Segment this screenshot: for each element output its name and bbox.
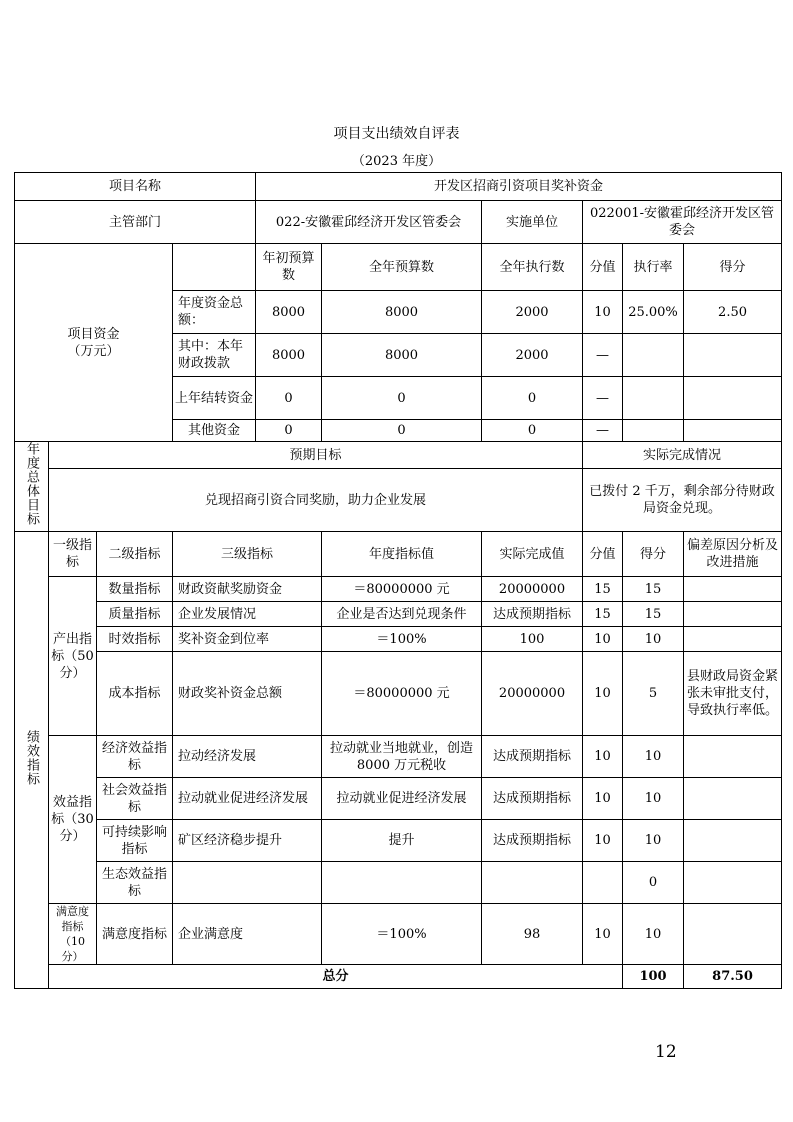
indicator-score: 10 (623, 820, 684, 862)
funds-header-blank (173, 244, 256, 291)
funds-row-score: 2.50 (684, 291, 782, 334)
indicator-target: ＝100% (322, 627, 482, 652)
indicator-l3: 财政资献奖励资金 (173, 577, 322, 602)
funds-row-score (684, 377, 782, 420)
indicator-row (15, 577, 782, 602)
indicator-actual: 达成预期指标 (482, 736, 583, 778)
self-evaluation-table (14, 172, 782, 989)
indicator-l2: 可持续影响指标 (97, 820, 173, 862)
funds-header-initial: 年初预算数 (256, 244, 322, 291)
total-score-value: 100 (623, 965, 684, 989)
indicator-target: ＝100% (322, 904, 482, 965)
indicator-actual: 20000000 (482, 577, 583, 602)
indicator-row (15, 820, 782, 862)
indicator-row (15, 862, 782, 904)
funds-row-score-value: — (583, 334, 623, 377)
indicator-score: 10 (623, 627, 684, 652)
indicator-score: 0 (623, 862, 684, 904)
perf-header-row (15, 532, 782, 577)
funds-label (15, 244, 173, 442)
project-name-value: 开发区招商引资项目奖补资金 (256, 173, 782, 201)
funds-row-initial: 8000 (256, 334, 322, 377)
benefit-group-label: 效益指标（30分） (49, 736, 97, 904)
indicator-reason (684, 736, 782, 778)
indicator-l3: 拉动就业促进经济发展 (173, 778, 322, 820)
perf-header-score: 得分 (623, 532, 684, 577)
indicator-l3: 财政奖补资金总额 (173, 652, 322, 736)
indicator-score-value: 10 (583, 778, 623, 820)
indicator-l2: 成本指标 (97, 652, 173, 736)
indicator-actual: 达成预期指标 (482, 778, 583, 820)
funds-header-score-value: 分值 (583, 244, 623, 291)
funds-row-rate: 25.00% (623, 291, 684, 334)
indicator-score-value: 15 (583, 602, 623, 627)
indicator-l2: 生态效益指标 (97, 862, 173, 904)
perf-header-l1: 一级指标 (49, 532, 97, 577)
indicator-score: 5 (623, 652, 684, 736)
indicator-l3 (173, 862, 322, 904)
indicator-actual: 20000000 (482, 652, 583, 736)
indicator-target: 拉动就业促进经济发展 (322, 778, 482, 820)
indicator-reason: 县财政局资金紧张未审批支付，导致执行率低。 (684, 652, 782, 736)
indicator-score-value: 15 (583, 577, 623, 602)
perf-header-l3: 三级指标 (173, 532, 322, 577)
satisfaction-group-label: 满意度指标（10 分） (49, 904, 97, 965)
indicator-reason (684, 577, 782, 602)
funds-row-annual: 0 (322, 377, 482, 420)
funds-row-initial: 0 (256, 377, 322, 420)
funds-header-row (15, 244, 782, 291)
goals-expected-header: 预期目标 (49, 442, 583, 469)
project-name-row (15, 173, 782, 201)
indicator-l2: 经济效益指标 (97, 736, 173, 778)
funds-header-executed: 全年执行数 (482, 244, 583, 291)
funds-row-score-value: — (583, 377, 623, 420)
indicator-l3: 矿区经济稳步提升 (173, 820, 322, 862)
funds-row-executed: 2000 (482, 291, 583, 334)
indicator-actual: 达成预期指标 (482, 602, 583, 627)
unit-label: 实施单位 (482, 201, 583, 244)
funds-unit-text: （万元） (67, 343, 120, 359)
dept-value: 022-安徽霍邱经济开发区管委会 (256, 201, 482, 244)
page-number: 12 (655, 1042, 677, 1062)
indicator-row (15, 627, 782, 652)
goals-header-row (15, 442, 782, 469)
indicator-l3: 拉动经济发展 (173, 736, 322, 778)
output-group-label: 产出指标（50分） (49, 577, 97, 736)
funds-row-name: 年度资金总额： (173, 291, 256, 334)
indicator-row (15, 602, 782, 627)
funds-row-executed: 2000 (482, 334, 583, 377)
page-title: 项目支出绩效自评表 (333, 126, 460, 142)
indicator-reason (684, 602, 782, 627)
indicator-score: 10 (623, 904, 684, 965)
total-row (15, 965, 782, 989)
funds-header-rate: 执行率 (623, 244, 684, 291)
funds-row-rate (623, 377, 684, 420)
indicator-reason (684, 904, 782, 965)
indicator-score-value: 10 (583, 820, 623, 862)
goals-label-text: 年度总体目标 (24, 442, 39, 526)
goals-actual-header: 实际完成情况 (583, 442, 782, 469)
indicator-l2: 时效指标 (97, 627, 173, 652)
unit-value: 022001-安徽霍邱经济开发区管委会 (583, 201, 782, 244)
year-subtitle: （2023 年度） (351, 154, 442, 169)
indicator-score-value: 10 (583, 736, 623, 778)
perf-header-target: 年度指标值 (322, 532, 482, 577)
indicator-row (15, 904, 782, 965)
department-row (15, 201, 782, 244)
indicator-target (322, 862, 482, 904)
indicator-l2: 质量指标 (97, 602, 173, 627)
funds-row-score (684, 334, 782, 377)
perf-header-actual: 实际完成值 (482, 532, 583, 577)
indicator-actual: 达成预期指标 (482, 820, 583, 862)
indicator-actual (482, 862, 583, 904)
funds-row-score-value: 10 (583, 291, 623, 334)
indicator-l3: 企业满意度 (173, 904, 322, 965)
indicator-l2: 数量指标 (97, 577, 173, 602)
indicator-l2: 满意度指标 (97, 904, 173, 965)
funds-row-annual: 8000 (322, 291, 482, 334)
funds-header-annual: 全年预算数 (322, 244, 482, 291)
funds-row-rate (623, 334, 684, 377)
perf-header-reason: 偏差原因分析及改进措施 (684, 532, 782, 577)
funds-row-name: 其他资金 (173, 420, 256, 442)
indicator-l3: 企业发展情况 (173, 602, 322, 627)
goals-actual: 已拨付 2 千万，剩余部分待财政局资金兑现。 (583, 469, 782, 532)
indicator-target: ＝80000000 元 (322, 577, 482, 602)
total-score: 87.50 (684, 965, 782, 989)
indicator-score-value: 10 (583, 652, 623, 736)
indicator-l3: 奖补资金到位率 (173, 627, 322, 652)
funds-row-executed: 0 (482, 420, 583, 442)
funds-row-annual: 0 (322, 420, 482, 442)
perf-label-text: 绩效指标 (24, 729, 39, 786)
funds-header-score: 得分 (684, 244, 782, 291)
perf-label (15, 532, 49, 989)
indicator-target: ＝80000000 元 (322, 652, 482, 736)
indicator-actual: 100 (482, 627, 583, 652)
indicator-score: 15 (623, 577, 684, 602)
indicator-score: 15 (623, 602, 684, 627)
goals-content-row (15, 469, 782, 532)
indicator-l2: 社会效益指标 (97, 778, 173, 820)
indicator-score: 10 (623, 778, 684, 820)
goals-expected: 兑现招商引资合同奖励，助力企业发展 (49, 469, 583, 532)
funds-row-rate (623, 420, 684, 442)
indicator-row (15, 652, 782, 736)
total-label: 总分 (49, 965, 623, 989)
funds-row-executed: 0 (482, 377, 583, 420)
indicator-row (15, 778, 782, 820)
indicator-target: 拉动就业当地就业，创造 8000 万元税收 (322, 736, 482, 778)
indicator-score: 10 (623, 736, 684, 778)
indicator-target: 提升 (322, 820, 482, 862)
indicator-score-value (583, 862, 623, 904)
goals-label (15, 442, 49, 532)
indicator-score-value: 10 (583, 627, 623, 652)
funds-row-score (684, 420, 782, 442)
indicator-reason (684, 778, 782, 820)
indicator-target: 企业是否达到兑现条件 (322, 602, 482, 627)
indicator-actual: 98 (482, 904, 583, 965)
funds-row-initial: 0 (256, 420, 322, 442)
perf-header-score-value: 分值 (583, 532, 623, 577)
funds-row-name: 上年结转资金 (173, 377, 256, 420)
indicator-reason (684, 862, 782, 904)
funds-row-name: 其中：本年财政拨款 (173, 334, 256, 377)
indicator-row (15, 736, 782, 778)
funds-row-annual: 8000 (322, 334, 482, 377)
indicator-reason (684, 820, 782, 862)
indicator-reason (684, 627, 782, 652)
dept-label: 主管部门 (15, 201, 256, 244)
project-name-label: 项目名称 (15, 173, 256, 201)
funds-row-initial: 8000 (256, 291, 322, 334)
funds-row-score-value: — (583, 420, 623, 442)
perf-header-l2: 二级指标 (97, 532, 173, 577)
indicator-score-value: 10 (583, 904, 623, 965)
funds-label-text: 项目资金 (67, 326, 120, 342)
